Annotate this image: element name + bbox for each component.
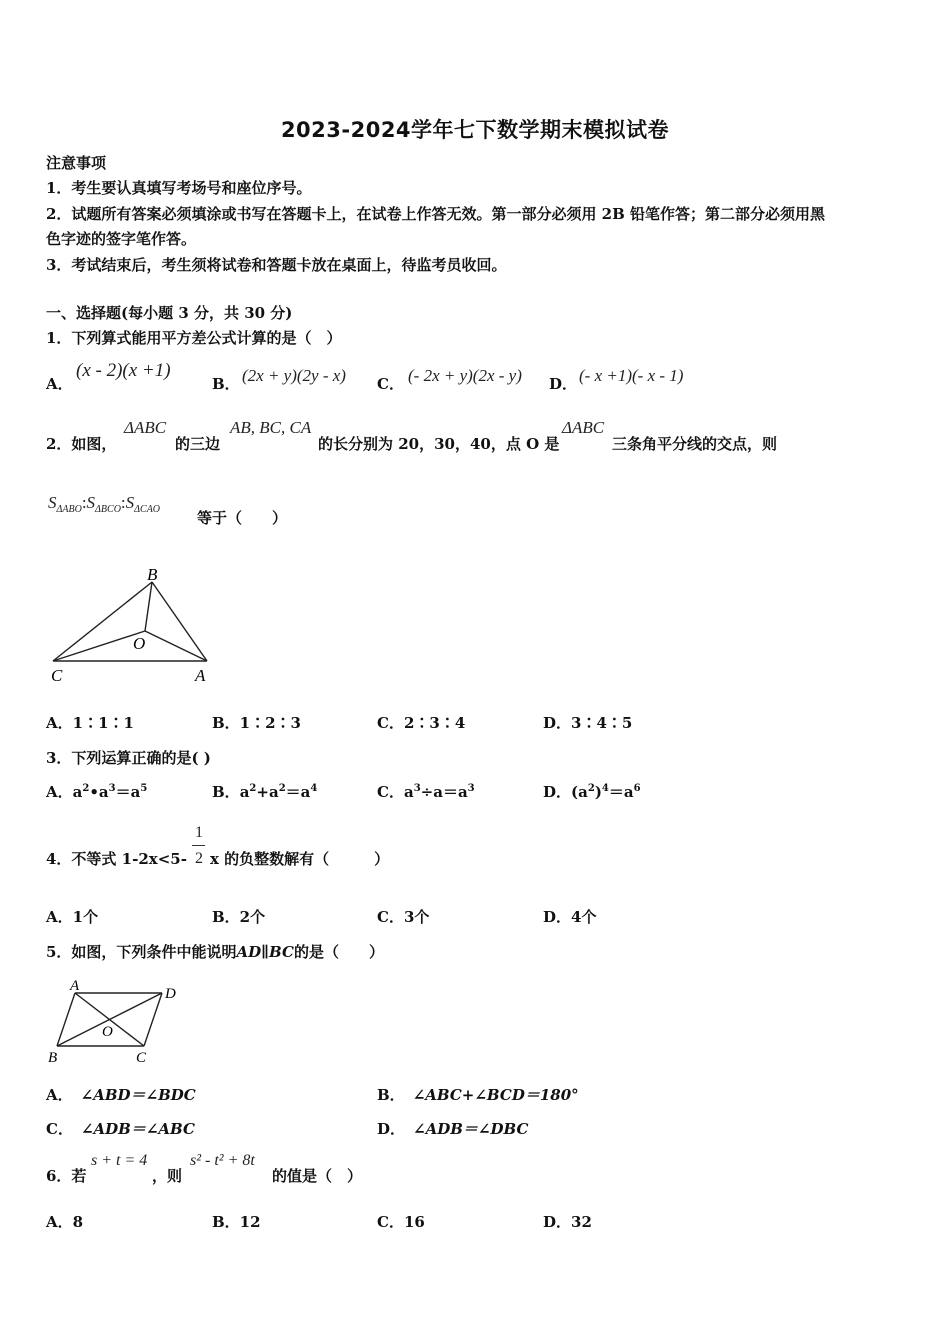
q5-option-c: [46, 1118, 195, 1139]
q5-option-b-label: B．: [377, 1086, 405, 1104]
q5-stem-a: 5．如图，下列条件中能说明: [46, 943, 237, 961]
q2-option-a: A．1∶1∶1: [46, 714, 134, 732]
q2-label-b: B: [147, 565, 158, 584]
q3-a-exp1: 2: [82, 783, 90, 794]
q4-option-a: A．1个: [46, 908, 99, 926]
q2-seg-ao: [145, 631, 207, 661]
q3-a-dot: •a: [89, 783, 109, 801]
q3-d-open: (a: [571, 783, 588, 801]
q3-b-plus: +a: [256, 783, 279, 801]
q3-b-exp1: 2: [249, 783, 257, 794]
q6-option-b: B．12: [212, 1213, 261, 1231]
q2-option-c: C．2∶3∶4: [377, 714, 466, 732]
q3-b-rest: ＝a: [285, 783, 311, 801]
q2-ratio-sub2: ΔBCO: [95, 504, 121, 516]
q1-option-c-label: C．: [377, 375, 404, 393]
notice-item-1: 1．考生要认真填写考场号和座位序号。: [46, 179, 312, 197]
q2-stem-mid1: 的三边: [175, 435, 221, 453]
q5-option-a-label: A．: [46, 1086, 73, 1104]
q4-frac-bar: [192, 845, 205, 846]
q5-stem-b: 的是（ ）: [293, 943, 384, 961]
q1-option-d-expr: (- x +1)(- x - 1): [579, 366, 684, 385]
q4-frac-num: 1: [195, 824, 203, 841]
q1-stem: 1．下列算式能用平方差公式计算的是（ ）: [46, 329, 342, 347]
q5-option-a: [46, 1084, 196, 1105]
q5-option-c-label: C．: [46, 1120, 73, 1138]
q5-option-d-text: ∠ADB＝∠DBC: [413, 1120, 529, 1138]
q3-c-div: ÷a＝a: [420, 783, 468, 801]
q2-sides: AB, BC, CA: [230, 418, 312, 437]
q2-triangle-1: ΔABC: [124, 418, 167, 437]
q1-option-d-label: D．: [549, 375, 578, 393]
q3-option-a-label: A．: [46, 783, 73, 801]
q3-d-exp3: 6: [633, 783, 641, 794]
q3-option-b: [212, 781, 317, 802]
notice-heading: 注意事项: [46, 154, 107, 172]
q5-parallelogram-figure: [44, 976, 194, 1070]
q4-option-c: C．3个: [377, 908, 430, 926]
q6-stem-b: ，则: [152, 1167, 183, 1185]
q6-expression: s² - t² + 8t: [190, 1152, 255, 1169]
q3-option-c: [377, 781, 475, 802]
q3-a-exp3: 5: [140, 783, 148, 794]
q2-ratio-colon1: :: [81, 493, 87, 512]
notice-item-3: 3．考试结束后，考生须将试卷和答题卡放在桌面上，待监考员收回。: [46, 256, 507, 274]
q3-d-exp2: 4: [601, 783, 609, 794]
q2-stem-tail: 三条角平分线的交点，则: [612, 435, 778, 453]
q4-frac-den: 2: [195, 850, 203, 867]
q3-option-a: [46, 781, 147, 802]
q3-c-base: a: [403, 783, 414, 801]
q1-option-c-expr: (- 2x + y)(2x - y): [408, 366, 522, 385]
q2-ratio-s3: S: [125, 493, 135, 512]
q2-triangle-2: ΔABC: [562, 418, 605, 437]
q3-stem: 3．下列运算正确的是( ): [46, 749, 211, 767]
q3-b-exp3: 4: [310, 783, 318, 794]
q4-option-b: B．2个: [212, 908, 266, 926]
q3-option-b-label: B．: [212, 783, 240, 801]
q3-b-exp2: 2: [278, 783, 286, 794]
q3-a-exp2: 3: [108, 783, 116, 794]
notice-item-2: 2．试题所有答案必须填涂或书写在答题卡上，在试卷上作答无效。第一部分必须用 2B 铅笔作答；第二部分必须用黑: [46, 205, 826, 223]
q1-option-a-label: A．: [46, 375, 73, 393]
q2-ratio-s2: S: [86, 493, 96, 512]
q3-d-rest: ＝a: [608, 783, 634, 801]
q2-label-o: O: [133, 634, 146, 653]
q2-stem-mid2: 的长分别为 20，30，40，点 O 是: [318, 435, 560, 453]
q5-option-b-text: ∠ABC+∠BCD＝180°: [412, 1086, 579, 1104]
q2-stem-num: 2．如图，: [46, 435, 117, 453]
q2-ratio-sub3: ΔCAO: [134, 504, 161, 516]
q5-label-b: B: [48, 1050, 58, 1066]
q3-a-rest: ＝a: [115, 783, 141, 801]
q6-stem-c: 的值是（ ）: [272, 1167, 363, 1185]
q5-stem-math: AD∥BC: [236, 943, 294, 961]
q5-label-c: C: [136, 1050, 147, 1066]
q5-stem: [46, 941, 384, 962]
q1-option-b-label: B．: [212, 375, 240, 393]
q2-label-a: A: [195, 666, 206, 685]
q3-b-base: a: [239, 783, 250, 801]
q4-stem-b: x 的负整数解有（ ）: [210, 850, 390, 868]
q2-ratio-expression: [48, 493, 160, 515]
q5-option-d-label: D．: [377, 1120, 406, 1138]
q5-label-d: D: [165, 986, 176, 1002]
q2-ratio-equals: 等于（ ）: [197, 509, 288, 527]
q1-option-a-expr: (x - 2)(x +1): [76, 360, 171, 381]
q3-c-exp1: 3: [413, 783, 421, 794]
page-title: 2023-2024学年七下数学期末模拟试卷: [280, 118, 670, 142]
q6-option-d: D．32: [543, 1213, 592, 1231]
q6-condition: s + t = 4: [91, 1152, 148, 1169]
q5-option-c-text: ∠ADB＝∠ABC: [80, 1120, 195, 1138]
q4-option-d: D．4个: [543, 908, 597, 926]
q2-label-c: C: [51, 666, 63, 685]
q2-option-b: B．1∶2∶3: [212, 714, 301, 732]
notice-item-2-cont: 色字迹的签字笔作答。: [46, 230, 197, 248]
q6-stem-a: 6．若: [46, 1167, 87, 1185]
q5-option-a-text: ∠ABD＝∠BDC: [80, 1086, 196, 1104]
q2-option-d: D．3∶4∶5: [543, 714, 633, 732]
q2-ratio-colon2: :: [120, 493, 126, 512]
section-heading: 一、选择题(每小题 3 分，共 30 分): [46, 304, 293, 322]
q6-option-c: C．16: [377, 1213, 425, 1231]
q2-triangle-figure: [44, 560, 224, 686]
q2-seg-bo: [145, 582, 152, 631]
q2-seg-co: [53, 631, 145, 661]
q1-option-b-expr: (2x + y)(2y - x): [242, 366, 346, 385]
q3-option-d-label: D．: [543, 783, 572, 801]
q3-d-close: ): [594, 783, 602, 801]
q5-label-o: O: [102, 1024, 113, 1040]
q2-ratio-sub1: ΔABO: [56, 504, 82, 516]
q6-option-a: A．8: [46, 1213, 84, 1231]
q5-option-d: [377, 1118, 528, 1139]
q3-d-exp1: 2: [587, 783, 595, 794]
q2-edge-ba: [152, 582, 207, 661]
q4-stem-a: 4．不等式 1-2x<5-: [46, 850, 187, 868]
q3-option-c-label: C．: [377, 783, 404, 801]
q5-option-b: [377, 1084, 579, 1105]
q3-option-d: [543, 781, 641, 802]
q5-label-a: A: [70, 978, 80, 994]
q2-ratio-s1: S: [48, 493, 57, 512]
q3-c-exp3: 3: [467, 783, 475, 794]
q3-a-base: a: [72, 783, 83, 801]
